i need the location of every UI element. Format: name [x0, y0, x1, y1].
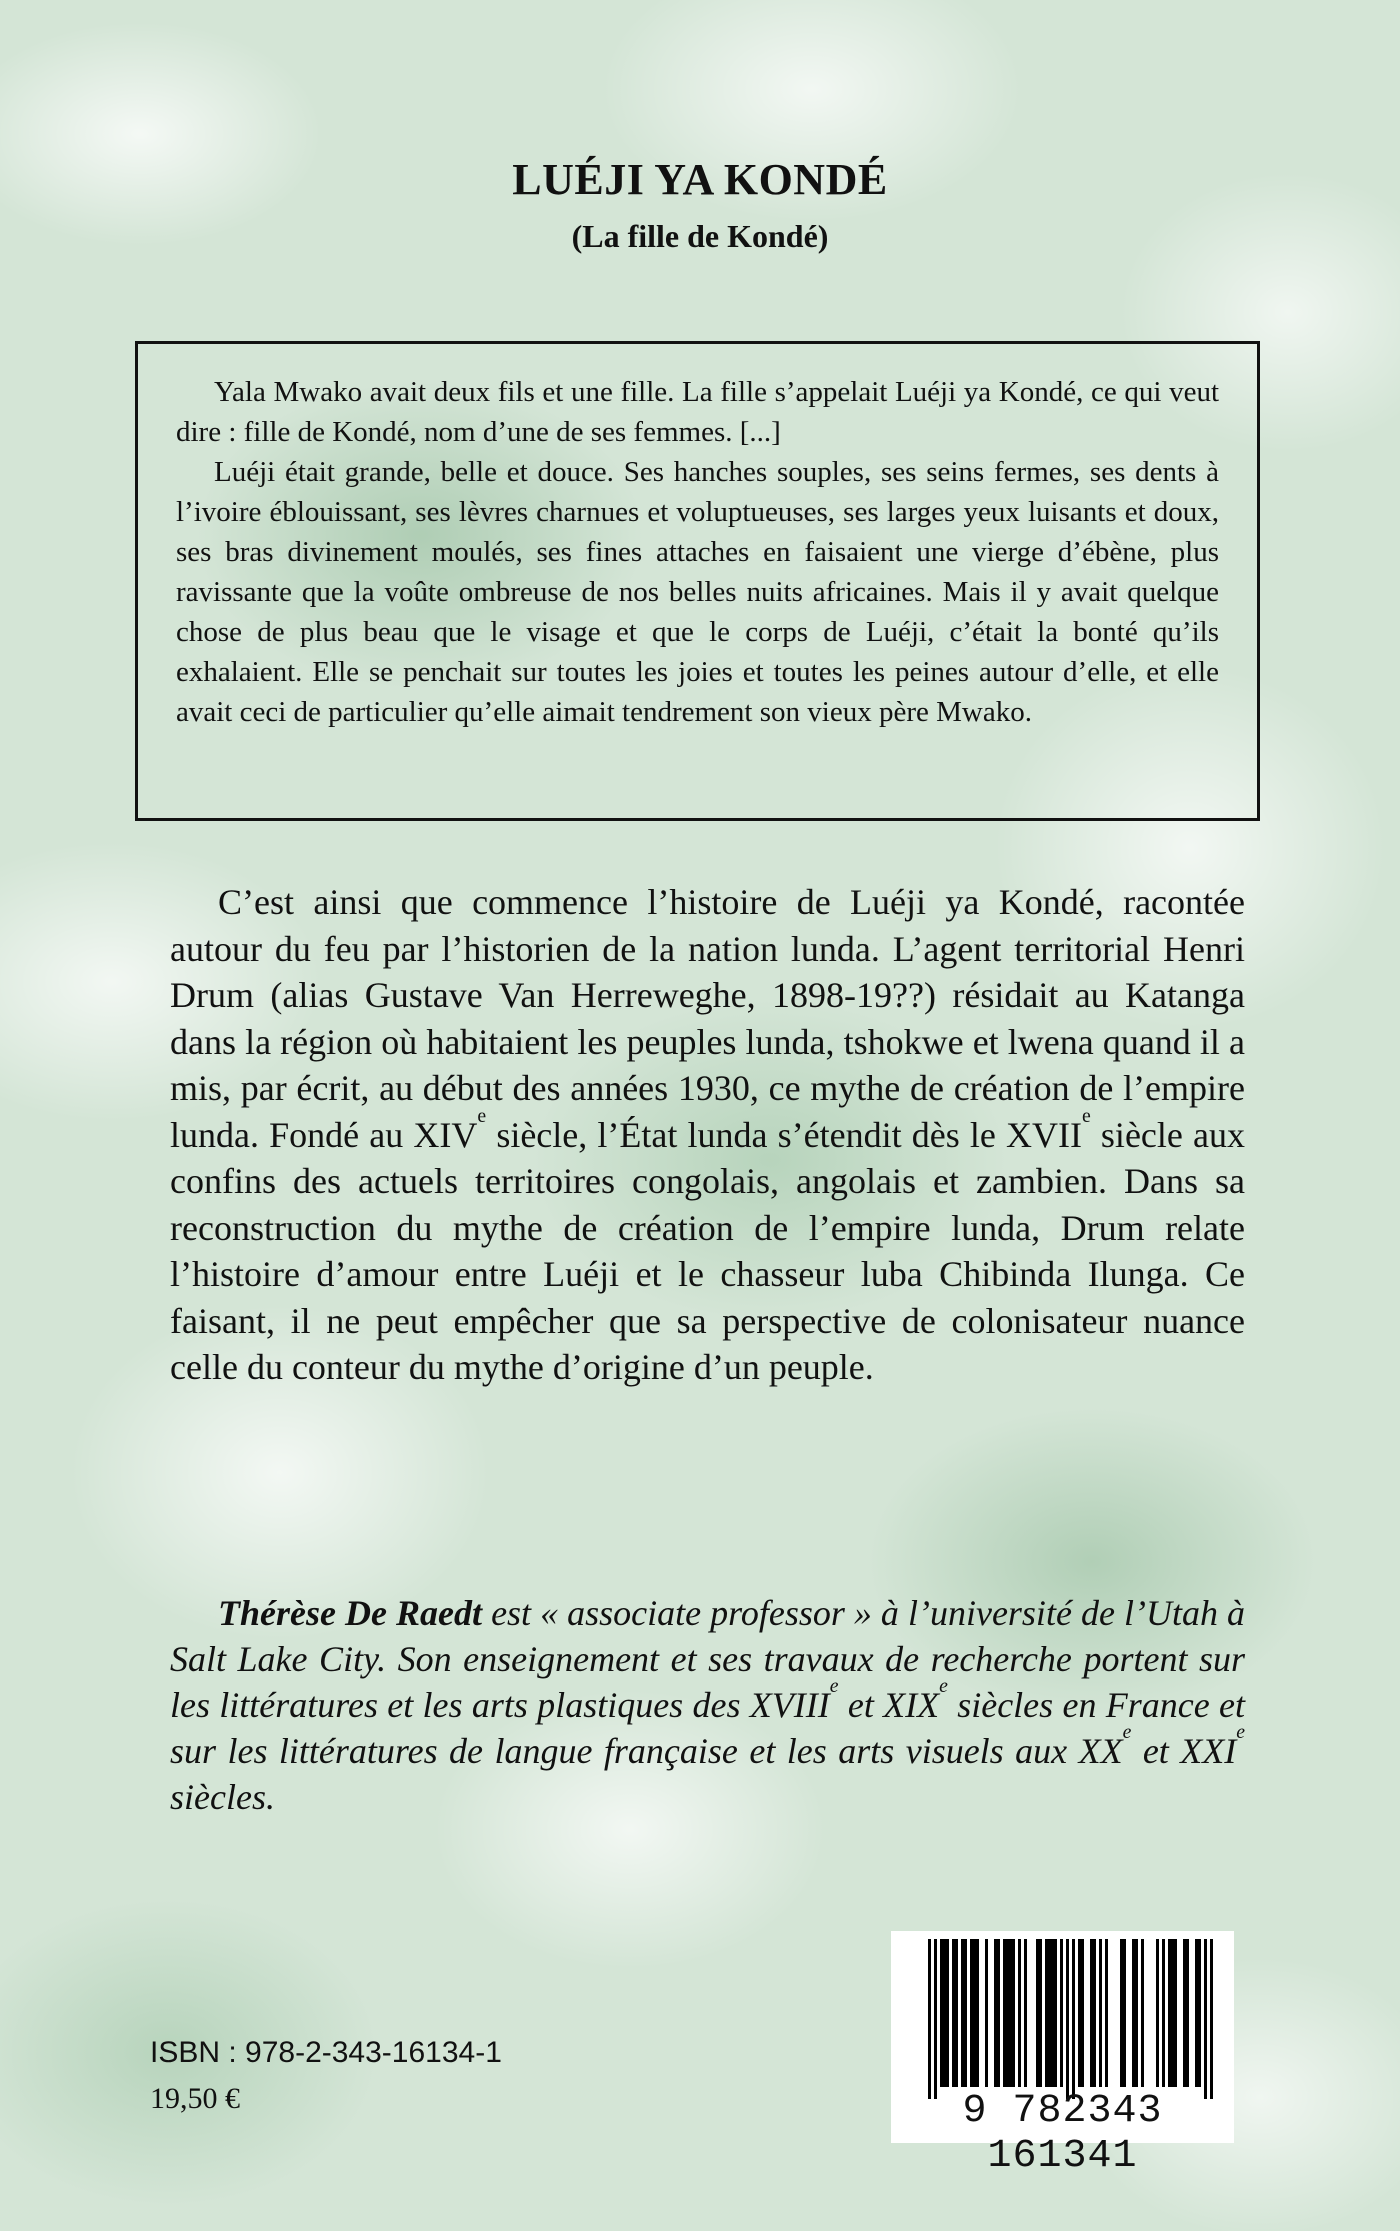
- summary-superscript-1: e: [477, 1104, 487, 1127]
- barcode-bar: [976, 1939, 979, 2087]
- barcode-bar: [1186, 1939, 1189, 2087]
- excerpt-box: [135, 341, 1260, 821]
- barcode-bar: [1195, 1939, 1198, 2087]
- barcode-bar: [1171, 1939, 1174, 2087]
- barcode-bar: [994, 1939, 997, 2087]
- summary-paragraph: [170, 879, 1245, 1391]
- author-superscript-4: e: [1236, 1721, 1246, 1743]
- barcode-bar: [928, 1939, 931, 2099]
- author-bio-text-2: et XIX: [838, 1685, 940, 1725]
- barcode-bar: [1018, 1939, 1021, 2087]
- author-superscript-3: e: [1122, 1721, 1132, 1743]
- barcode-bar: [1012, 1939, 1015, 2087]
- barcode-bar: [985, 1939, 988, 2087]
- barcode-bar: [1009, 1939, 1012, 2087]
- barcode-bar: [970, 1939, 973, 2087]
- barcode-bar: [1051, 1939, 1054, 2087]
- barcode-bar: [1054, 1939, 1057, 2087]
- barcode-bar: [1210, 1939, 1213, 2099]
- barcode-bar: [1099, 1939, 1102, 2087]
- barcode-bar: [1045, 1939, 1048, 2087]
- barcode-bar: [964, 1939, 967, 2087]
- author-name: Thérèse De Raedt: [218, 1593, 483, 1633]
- summary-text-3: siècle aux confins des actuels territoires congolais, angolais et zambien. Dans sa reconstruction du mythe de création de l’empire lunda, Drum relate l’histoire d’amour entre Luéji et le chasseur luba Chibinda Ilunga. Ce faisant, il ne peut empêcher que sa perspective de colonisateur nuance celle du conteur du mythe d’origine d’un peuple.: [170, 1114, 1246, 1387]
- barcode-bar: [973, 1939, 976, 2087]
- excerpt-paragraph-2: Luéji était grande, belle et douce. Ses hanches souples, ses seins fermes, ses dents à l’ivoire éblouissant, ses lèvres charnues et voluptueuses, ses larges yeux luisants et doux, ses bras divinement moulés, ses fines attaches en faisaient une vierge d’ébène, plus ravissante que la voûte ombreuse de nos belles nuits africaines. Mais il y avait quelque chose de plus beau que le visage et que le corps de Luéji, c’était la bonté qu’ils exhalaient. Elle se penchait sur toutes les joies et toutes les peines autour d’elle, et elle avait ceci de particulier qu’elle aimait tendrement son vieux père Mwako.: [176, 456, 1219, 728]
- barcode-bar: [1066, 1939, 1069, 2099]
- barcode-bar: [1036, 1939, 1039, 2087]
- book-title: LUÉJI YA KONDÉ: [512, 155, 888, 204]
- barcode-bar: [1024, 1939, 1027, 2087]
- barcode-bar: [1120, 1939, 1123, 2087]
- barcode-bar: [1078, 1939, 1081, 2087]
- barcode-bar: [1060, 1939, 1063, 2087]
- author-bio: [170, 1590, 1245, 1820]
- author-bio-text-5: siècles.: [170, 1777, 275, 1817]
- author-bio-text-1: est « associate professor » à l’université de l’Utah à Salt Lake City. Son enseignement et ses travaux de recherche portent sur les littératures et les arts plastiques des XVIII: [170, 1593, 1246, 1725]
- summary-text-2: siècle, l’État lunda s’étendit dès le XVII: [486, 1114, 1082, 1155]
- barcode-bar: [1168, 1939, 1171, 2087]
- barcode-digits: 9 782343 161341: [962, 2089, 1163, 2179]
- barcode-bar: [934, 1939, 937, 2099]
- barcode-bar: [1204, 1939, 1207, 2099]
- author-bio-text-4: et XXI: [1131, 1731, 1237, 1771]
- barcode-bar: [1123, 1939, 1126, 2087]
- barcode-bar: [943, 1939, 946, 2087]
- barcode-bar: [1132, 1939, 1135, 2087]
- price-label: 19,50 €: [150, 2082, 240, 2115]
- barcode-bar: [1141, 1939, 1144, 2087]
- barcode-bar: [1039, 1939, 1042, 2087]
- barcode-bar: [1135, 1939, 1138, 2087]
- barcode-bar: [946, 1939, 949, 2087]
- barcode-bar: [952, 1939, 955, 2087]
- barcode-bar: [1090, 1939, 1093, 2087]
- summary-superscript-2: e: [1082, 1104, 1091, 1127]
- barcode-bar: [1162, 1939, 1165, 2087]
- barcode-bar: [1072, 1939, 1075, 2099]
- barcode-bar: [1156, 1939, 1159, 2087]
- barcode-bar: [1048, 1939, 1051, 2087]
- barcode-bar: [1081, 1939, 1084, 2087]
- author-bio-text-3: siècles en France et sur les littératures de langue française et les arts visuels aux XX: [170, 1685, 1246, 1771]
- barcode-bar: [1003, 1939, 1006, 2087]
- barcode-bar: [997, 1939, 1000, 2087]
- barcode-bar: [1174, 1939, 1177, 2087]
- barcode-bar: [1198, 1939, 1201, 2087]
- barcode-bar: [1006, 1939, 1009, 2087]
- book-subtitle: (La fille de Kondé): [571, 218, 829, 254]
- isbn-barcode: [891, 1931, 1234, 2179]
- barcode-bar: [955, 1939, 958, 2087]
- summary-text-1: C’est ainsi que commence l’histoire de Luéji ya Kondé, racontée autour du feu par l’historien de la nation lunda. L’agent territorial Henri Drum (alias Gustave Van Herreweghe, 1898-19??) résidait au Katanga dans la région où habitaient les peuples lunda, tshokwe et lwena quand il a mis, par écrit, au début des années 1930, ce mythe de création de l’empire lunda. Fondé au XIV: [170, 882, 1245, 1155]
- barcode-bar: [1183, 1939, 1186, 2087]
- isbn-label: ISBN : 978-2-343-16134-1: [150, 2036, 502, 2069]
- barcode-bar: [1105, 1939, 1108, 2087]
- barcode-bar: [961, 1939, 964, 2087]
- author-superscript-1: e: [829, 1675, 839, 1697]
- author-superscript-2: e: [939, 1675, 948, 1697]
- excerpt-paragraph-1: Yala Mwako avait deux fils et une fille. La fille s’appelait Luéji ya Kondé, ce qui veut dire : fille de Kondé, nom d’une de ses femmes. [...]: [176, 376, 1219, 448]
- barcode-bar: [940, 1939, 943, 2087]
- barcode-bar: [1093, 1939, 1096, 2087]
